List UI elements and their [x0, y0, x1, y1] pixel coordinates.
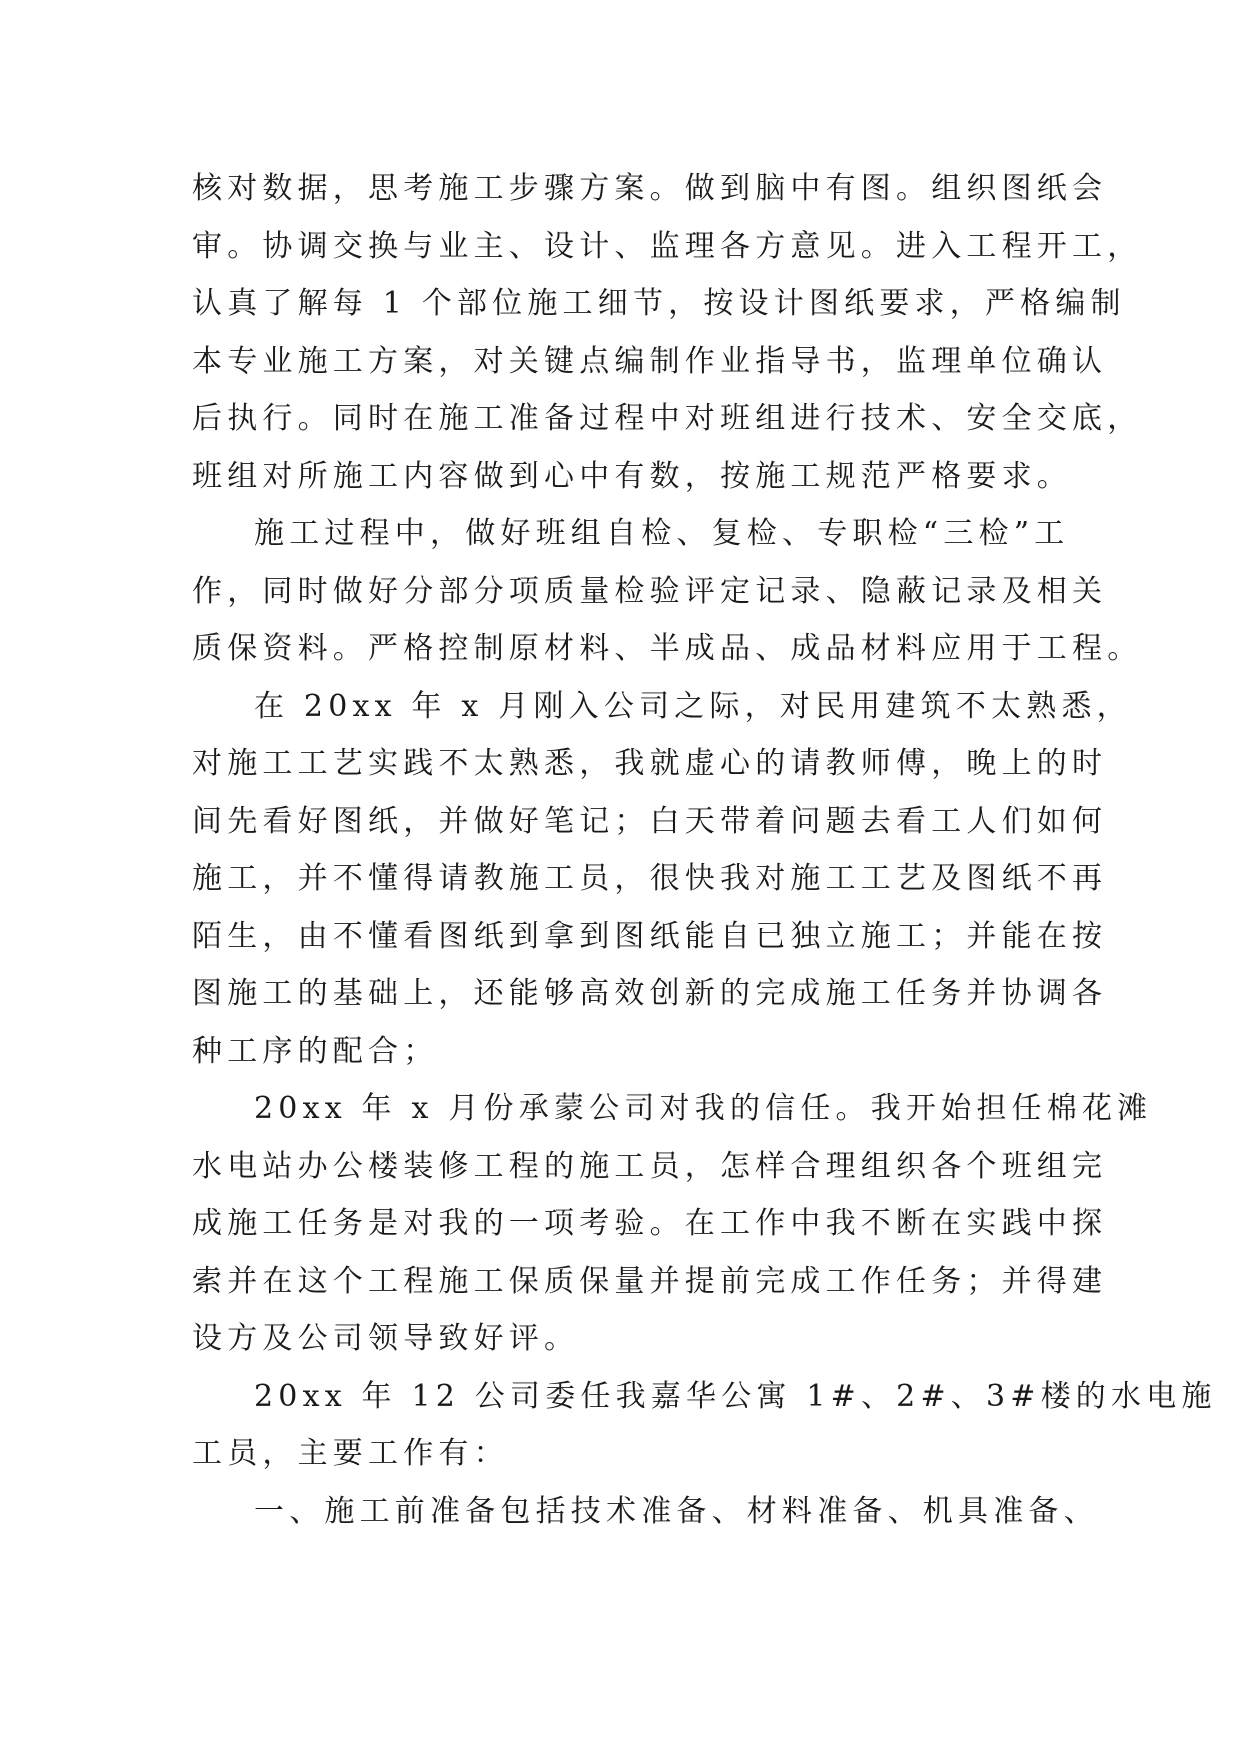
text-line: 工员，主要工作有： — [192, 1436, 509, 1471]
text-line: 施工过程中，做好班组自检、复检、专职检“三检”工 — [254, 516, 1070, 551]
paragraph — [192, 678, 1132, 1081]
text-line: 施工，并不懂得请教施工员，很快我对施工工艺及图纸不再 — [192, 861, 1108, 896]
paragraph — [192, 1483, 1099, 1541]
text-line: 成施工任务是对我的一项考验。在工作中我不断在实践中探 — [192, 1206, 1108, 1241]
text-line: 审。协调交换与业主、设计、监理各方意见。进入工程开工， — [192, 228, 1143, 264]
text-line: 认真了解每 1 个部位施工细节，按设计图纸要求，严格编制 — [192, 286, 1126, 321]
text-line: 设方及公司领导致好评。 — [192, 1321, 580, 1356]
text-line: 本专业施工方案，对关键点编制作业指导书，监理单位确认 — [192, 343, 1108, 379]
text-line: 作，同时做好分部分项质量检验评定记录、隐蔽记录及相关 — [192, 573, 1108, 609]
text-line: 水电站办公楼装修工程的施工员，怎样合理组织各个班组完 — [192, 1148, 1108, 1184]
text-line: 陌生，由不懂看图纸到拿到图纸能自已独立施工；并能在按 — [192, 918, 1108, 954]
paragraph — [192, 1080, 1153, 1368]
text-line: 核对数据，思考施工步骤方案。做到脑中有图。组织图纸会 — [192, 171, 1108, 206]
document-body — [192, 160, 1217, 1540]
paragraph — [192, 505, 1143, 678]
paragraph — [192, 1368, 1217, 1483]
paragraph — [192, 160, 1143, 505]
text-line: 质保资料。严格控制原材料、半成品、成品材料应用于工程。 — [192, 631, 1143, 666]
text-line: 后执行。同时在施工准备过程中对班组进行技术、安全交底， — [192, 401, 1143, 436]
text-line: 20xx 年 x 月份承蒙公司对我的信任。我开始担任棉花滩 — [254, 1091, 1153, 1126]
text-line: 一、施工前准备包括技术准备、材料准备、机具准备、 — [254, 1493, 1099, 1529]
text-line: 图施工的基础上，还能够高效创新的完成施工任务并协调各 — [192, 976, 1108, 1011]
text-line: 索并在这个工程施工保质保量并提前完成工作任务；并得建 — [192, 1263, 1108, 1299]
text-line: 种工序的配合； — [192, 1033, 439, 1069]
text-line: 对施工工艺实践不太熟悉，我就虚心的请教师傅，晚上的时 — [192, 746, 1108, 781]
text-line: 间先看好图纸，并做好笔记；白天带着问题去看工人们如何 — [192, 803, 1108, 839]
text-line: 在 20xx 年 x 月刚入公司之际，对民用建筑不太熟悉， — [254, 688, 1132, 724]
text-line: 20xx 年 12 公司委任我嘉华公寓 1#、2#、3#楼的水电施 — [254, 1378, 1217, 1414]
text-line: 班组对所施工内容做到心中有数，按施工规范严格要求。 — [192, 458, 1072, 494]
